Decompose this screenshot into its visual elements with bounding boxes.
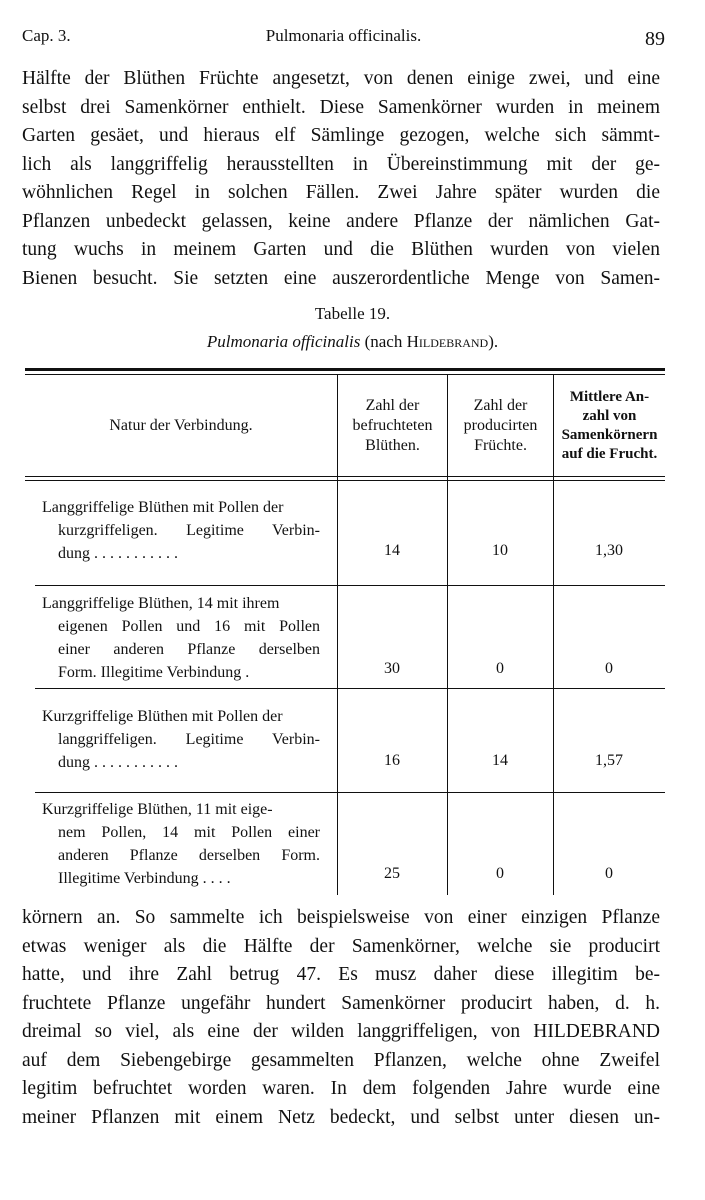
cell-mittlere: 0 bbox=[605, 865, 613, 882]
cell-fruechte: 0 bbox=[496, 660, 504, 677]
cell-mittlere: 1,30 bbox=[595, 542, 623, 559]
chapter-label: Cap. 3. bbox=[22, 26, 71, 45]
text-line: körnern an. So sammelte ich beispielsweise von einer einzigen Pflanze bbox=[22, 907, 660, 928]
paragraph-top bbox=[22, 65, 660, 293]
text-line: tung wuchs in meinem Garten und die Blüthen wurden von vielen bbox=[22, 239, 660, 260]
table-subtitle bbox=[0, 332, 705, 352]
table-row-label: Kurzgriffelige Blüthen mit Pollen der langgriffeligen. Legitime Verbin- dung . . . . . . . . . . . bbox=[42, 708, 320, 771]
text-line: Bienen besucht. Sie setzten eine auszerordentliche Menge von Samen- bbox=[22, 267, 660, 289]
species-name: Pulmonaria officinalis bbox=[206, 332, 361, 351]
subtitle-close: ). bbox=[488, 332, 499, 351]
running-title: Pulmonaria officinalis. bbox=[265, 26, 422, 45]
page-number: 89 bbox=[645, 28, 665, 50]
cell-fruechte: 14 bbox=[492, 752, 508, 769]
header-natur: Natur der Verbindung. bbox=[109, 417, 253, 434]
cell-fruechte: 0 bbox=[496, 865, 504, 882]
text-line: dreimal so viel, als eine der wilden langgriffeligen, von HILDEBRAND bbox=[22, 1021, 660, 1042]
cell-bluethen: 14 bbox=[384, 542, 400, 559]
running-head bbox=[22, 26, 665, 56]
text-line: Hälfte der Blüthen Früchte angesetzt, von denen einige zwei, und eine bbox=[22, 68, 660, 89]
text-line: Pflanzen unbedeckt gelassen, keine andere Pflanze der nämlichen Gat- bbox=[22, 210, 660, 232]
text-line: legitim befruchtet worden waren. In dem folgenden Jahre wurde eine bbox=[22, 1078, 660, 1099]
header-rule bbox=[25, 476, 665, 477]
header-bluethen: Zahl der befruchteten Blüthen. bbox=[352, 397, 433, 454]
text-line: wöhnlichen Regel in solchen Fällen. Zwei Jahre später wurden die bbox=[22, 182, 660, 203]
text-line: Garten gesäet, und hieraus elf Sämlinge gezogen, welche sich sämmt- bbox=[22, 125, 660, 146]
cell-bluethen: 30 bbox=[384, 660, 400, 677]
cell-mittlere: 1,57 bbox=[595, 752, 623, 769]
subtitle-open: (nach bbox=[364, 332, 403, 351]
text-line: lich als langgriffelig herausstellten in Übereinstimmung mit der ge- bbox=[22, 153, 660, 175]
cell-mittlere: 0 bbox=[605, 660, 613, 677]
text-line: hatte, und ihre Zahl betrug 47. Es musz daher diese illegitim be- bbox=[22, 964, 660, 985]
header-mittlere: Mittlere An- zahl von Samenkörnern auf die Frucht. bbox=[561, 389, 658, 462]
text-line: fruchtete Pflanze ungefähr hundert Samenkörner producirt haben, d. h. bbox=[22, 992, 660, 1014]
table-row-label: Kurzgriffelige Blüthen, 11 mit eige- nem Pollen, 14 mit Pollen einer anderen Pflanze derselben Form. Illegitime Verbindung . . . . bbox=[42, 801, 320, 887]
header-fruechte: Zahl der producirten Früchte. bbox=[463, 397, 538, 454]
cell-bluethen: 16 bbox=[384, 752, 400, 769]
table-top-rule bbox=[25, 368, 665, 371]
header-rule-2 bbox=[25, 480, 665, 481]
cell-bluethen: 25 bbox=[384, 865, 400, 882]
table-top-rule-thin bbox=[25, 374, 665, 375]
row-separator bbox=[35, 688, 665, 689]
table-row-label: Langgriffelige Blüthen, 14 mit ihrem eigenen Pollen und 16 mit Pollen einer anderen Pflanze derselben Form. Illegitime Verbindung . bbox=[42, 595, 320, 681]
row-separator bbox=[35, 585, 665, 586]
author-name: Hildebrand bbox=[406, 332, 489, 351]
text-line: etwas weniger als die Hälfte der Samenkörner, welche sie producirt bbox=[22, 935, 660, 957]
text-line: selbst drei Samenkörner enthielt. Diese Samenkörner wurden in meinem bbox=[22, 96, 660, 118]
text-line: auf dem Siebengebirge gesammelten Pflanzen, welche ohne Zweifel bbox=[22, 1049, 660, 1071]
row-separator bbox=[35, 792, 665, 793]
data-table bbox=[25, 368, 665, 895]
table-title: Tabelle 19. bbox=[314, 304, 391, 323]
cell-fruechte: 10 bbox=[492, 542, 508, 559]
paragraph-bottom bbox=[22, 904, 660, 1132]
table-row-label: Langgriffelige Blüthen mit Pollen der kurzgriffeligen. Legitime Verbin- dung . . . . . . . . . . . bbox=[42, 499, 320, 562]
text-line: meiner Pflanzen mit einem Netz bedeckt, und selbst unter diesen un- bbox=[22, 1106, 660, 1128]
